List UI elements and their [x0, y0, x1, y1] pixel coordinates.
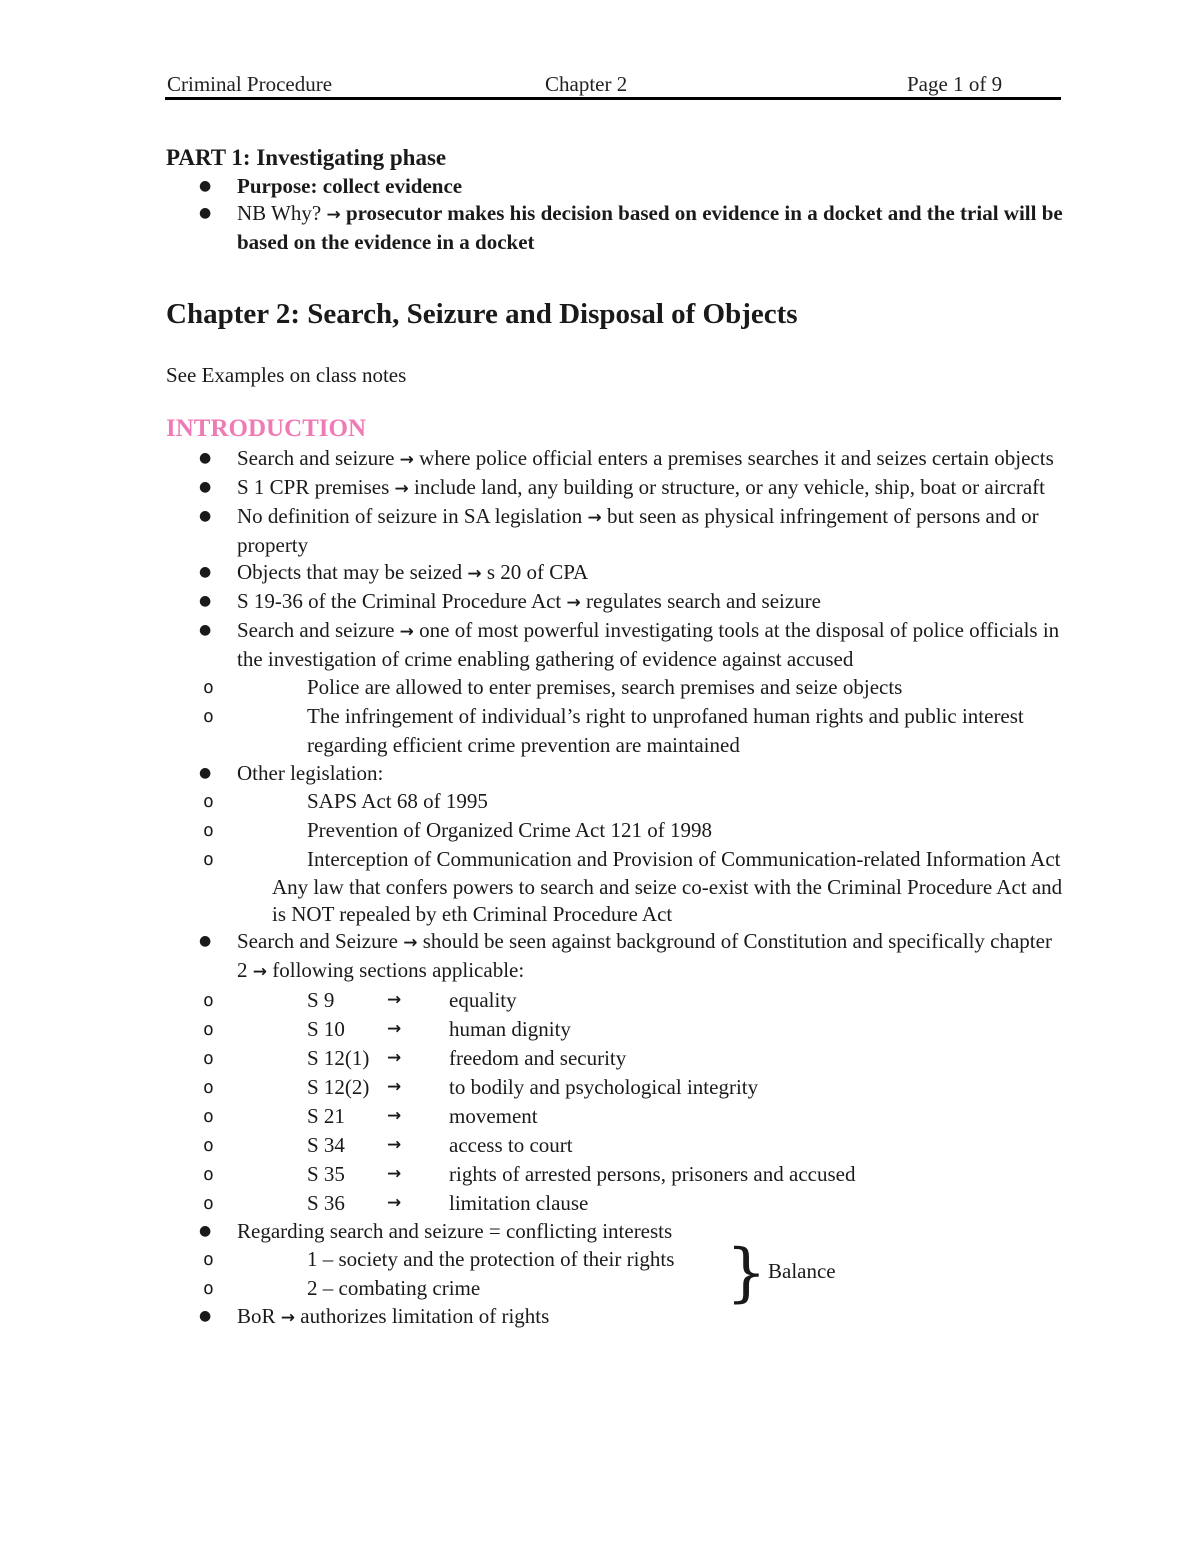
list-item: ● No definition of seizure in SA legislation → but seen as physical infringement of persons and or property: [166, 503, 1066, 559]
sub-list-item: o Prevention of Organized Crime Act 121 of 1998: [166, 816, 1066, 845]
arrow-icon: →: [399, 450, 414, 470]
arrow-icon: →: [387, 1193, 402, 1213]
list-item: ● Search and Seizure → should be seen against background of Constitution and specifically chapter 2 → following sections applicable:: [166, 928, 1066, 986]
chapter-title: Chapter 2: Search, Seizure and Disposal of Objects: [166, 298, 798, 330]
see-examples-note: See Examples on class notes: [166, 363, 407, 387]
arrow-icon: →: [394, 479, 409, 499]
interests-list: [166, 1218, 1066, 1245]
section-row: o S 12(1) → freedom and security: [166, 1044, 1066, 1073]
arrow-icon: →: [387, 1164, 402, 1184]
list-item: ● S 19-36 of the Criminal Procedure Act → regulates search and seizure: [166, 588, 1066, 617]
sub-list-item: o SAPS Act 68 of 1995: [166, 787, 1066, 816]
constitution-list: [166, 928, 1066, 986]
arrow-icon: →: [566, 593, 581, 613]
section-row: o S 34 → access to court: [166, 1131, 1066, 1160]
arrow-icon: →: [387, 1019, 402, 1039]
list-item: ● Regarding search and seizure = conflicting interests: [166, 1218, 1066, 1245]
list-item: ● NB Why? → prosecutor makes his decision based on evidence in a docket and the trial will be based on the evidence in a docket: [166, 200, 1066, 256]
list-item: ● S 1 CPR premises → include land, any building or structure, or any vehicle, ship, boat or aircraft: [166, 474, 1066, 503]
section-row: o S 10 → human dignity: [166, 1015, 1066, 1044]
arrow-icon: →: [387, 1106, 402, 1126]
arrow-icon: →: [387, 990, 402, 1010]
list-item: ● Purpose: collect evidence: [166, 173, 1066, 200]
balance-label: Balance: [768, 1259, 836, 1283]
header-page-number: Page 1 of 9: [907, 72, 1003, 96]
header-title: Criminal Procedure: [167, 72, 333, 96]
section-row: o S 35 → rights of arrested persons, prisoners and accused: [166, 1160, 1066, 1189]
interests-sublist: [166, 1236, 1066, 1310]
arrow-icon: →: [326, 205, 341, 225]
arrow-icon: →: [467, 564, 482, 584]
powers-sublist: [166, 673, 1066, 760]
header-chapter: Chapter 2: [545, 72, 628, 96]
list-item: ● Other legislation:: [166, 760, 1066, 787]
arrow-icon: →: [399, 622, 414, 642]
document-body: [166, 143, 1066, 1332]
bor-list: [166, 1303, 1066, 1332]
section-row: o S 36 → limitation clause: [166, 1189, 1066, 1218]
arrow-icon: →: [280, 1308, 296, 1328]
legislation-note: Any law that confers powers to search and seize co-exist with the Criminal Procedure Act and is NOT repealed by eth Criminal Procedure Act: [272, 875, 1063, 926]
sub-list-item: o Police are allowed to enter premises, search premises and seize objects: [166, 673, 1066, 702]
list-item: ● Objects that may be seized → s 20 of CPA: [166, 559, 1066, 588]
header-divider: [165, 97, 1061, 100]
arrow-icon: →: [403, 933, 418, 953]
balance-group: [166, 1236, 1066, 1310]
part-title: PART 1: Investigating phase: [166, 145, 447, 170]
introduction-list: [166, 445, 1066, 673]
part-bullets: [166, 173, 1066, 256]
arrow-icon: →: [387, 1135, 402, 1155]
section-row: o S 21 → movement: [166, 1102, 1066, 1131]
arrow-icon: →: [587, 508, 602, 528]
arrow-icon: →: [387, 1077, 402, 1097]
sub-list-item: o 2 – combating crime: [166, 1274, 1066, 1303]
sections-sublist: [166, 986, 1066, 1218]
sub-list-item: o Interception of Communication and Provision of Communication-related Information Act: [166, 845, 1066, 874]
list-item: ● Search and seizure → one of most powerful investigating tools at the disposal of police officials in the investigation of crime enabling gathering of evidence against accused: [166, 617, 1066, 673]
introduction-heading: INTRODUCTION: [166, 415, 367, 442]
section-row: o S 9 → equality: [166, 986, 1066, 1015]
arrow-icon: →: [387, 1048, 402, 1068]
list-item: ● Search and seizure → where police official enters a premises searches it and seizes certain objects: [166, 445, 1066, 474]
section-row: o S 12(2) → to bodily and psychological integrity: [166, 1073, 1066, 1102]
legislation-list: [166, 760, 1066, 787]
right-brace-icon: }: [726, 1236, 767, 1310]
list-item: ● BoR → authorizes limitation of rights: [166, 1303, 1066, 1332]
sub-list-item: o 1 – society and the protection of their rights: [166, 1245, 1066, 1274]
sub-list-item: o The infringement of individual’s right to unprofaned human rights and public interest regarding efficient crime prevention are maintained: [166, 702, 1066, 760]
legislation-sublist: [166, 787, 1066, 874]
arrow-icon: →: [252, 962, 267, 982]
